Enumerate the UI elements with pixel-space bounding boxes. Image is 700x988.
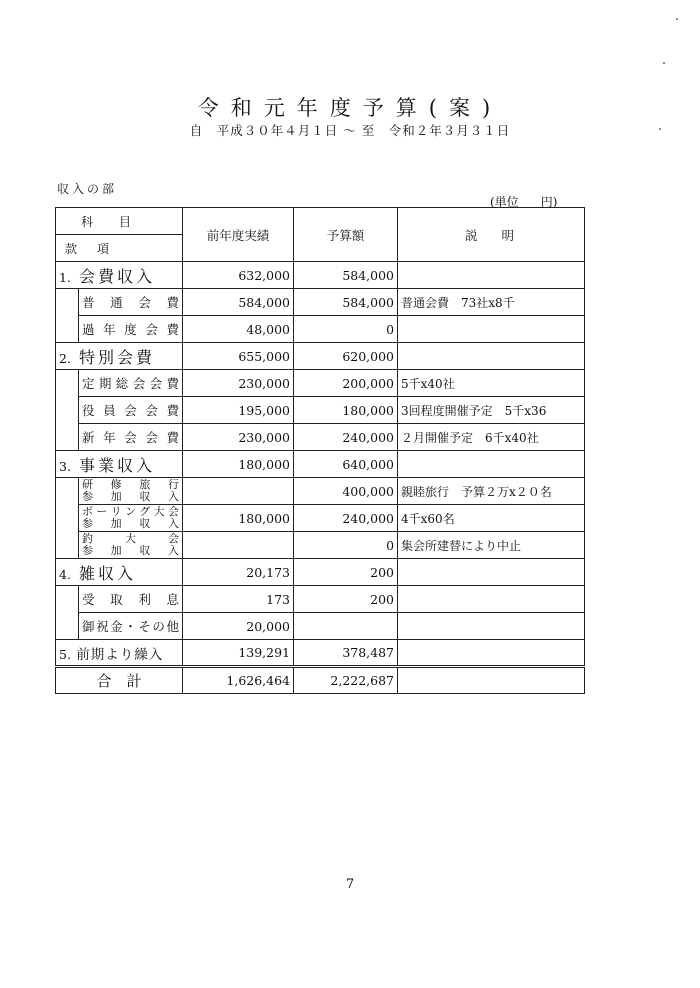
scan-speck <box>676 18 678 20</box>
budget-value: 0 <box>294 316 398 343</box>
description-cell: 4千x60名 <box>398 505 585 532</box>
budget-table <box>55 207 585 694</box>
indent-spacer <box>56 370 79 451</box>
table-row <box>56 289 585 316</box>
prev-value: 584,000 <box>183 289 294 316</box>
item-name: 過年度会費 <box>79 316 183 343</box>
prev-value: 20,173 <box>183 559 294 586</box>
header-description: 説明 <box>398 208 585 262</box>
prev-value: 195,000 <box>183 397 294 424</box>
table-row <box>56 397 585 424</box>
description-cell <box>398 613 585 640</box>
table-row <box>56 451 585 478</box>
description-cell <box>398 586 585 613</box>
budget-value <box>294 613 398 640</box>
description-cell <box>398 640 585 667</box>
category-name: 1. 会費収入 <box>56 262 183 289</box>
description-cell <box>398 262 585 289</box>
prev-value: 48,000 <box>183 316 294 343</box>
table-row <box>56 370 585 397</box>
indent-spacer <box>56 289 79 343</box>
table-row <box>56 505 585 532</box>
table-header-row <box>56 208 585 235</box>
prev-value: 173 <box>183 586 294 613</box>
budget-value: 400,000 <box>294 478 398 505</box>
budget-value: 200 <box>294 559 398 586</box>
prev-value: 180,000 <box>183 451 294 478</box>
page-number: 7 <box>345 877 355 892</box>
item-name: 新年会会費 <box>79 424 183 451</box>
description-cell: 普通会費 73社x8千 <box>398 289 585 316</box>
unit-label: (単位 円) <box>490 195 558 209</box>
header-category: 科目 <box>56 208 183 235</box>
total-budget-value: 2,222,687 <box>294 667 398 694</box>
budget-value: 640,000 <box>294 451 398 478</box>
table-row <box>56 424 585 451</box>
prev-value: 180,000 <box>183 505 294 532</box>
item-name: 定期総会会費 <box>79 370 183 397</box>
table-row <box>56 613 585 640</box>
description-cell: ２月開催予定 6千x40社 <box>398 424 585 451</box>
table-row <box>56 343 585 370</box>
description-cell <box>398 559 585 586</box>
prev-value: 655,000 <box>183 343 294 370</box>
table-row <box>56 640 585 667</box>
prev-value: 230,000 <box>183 424 294 451</box>
indent-spacer <box>56 586 79 640</box>
fiscal-period: 自 平成３０年４月１日 ～ 至 令和２年３月３１日 <box>189 123 511 138</box>
budget-value: 620,000 <box>294 343 398 370</box>
budget-value: 200,000 <box>294 370 398 397</box>
description-cell <box>398 451 585 478</box>
category-name: 4. 雑収入 <box>56 559 183 586</box>
table-row <box>56 532 585 559</box>
scan-speck <box>659 128 661 130</box>
header-budget: 予算額 <box>294 208 398 262</box>
category-name: 5. 前期より繰入 <box>56 640 183 667</box>
description-cell <box>398 343 585 370</box>
table-row <box>56 262 585 289</box>
budget-value: 584,000 <box>294 262 398 289</box>
page-title: 令和元年度予算(案) <box>197 96 503 120</box>
prev-value <box>183 532 294 559</box>
item-name: 普通会費 <box>79 289 183 316</box>
budget-value: 0 <box>294 532 398 559</box>
total-row <box>56 667 585 694</box>
indent-spacer <box>56 478 79 559</box>
budget-value: 180,000 <box>294 397 398 424</box>
prev-value: 139,291 <box>183 640 294 667</box>
section-heading: 収入の部 <box>57 182 118 196</box>
item-name: 釣大会 参加収入 <box>79 532 183 559</box>
item-name: 御祝金・その他 <box>79 613 183 640</box>
table-row <box>56 478 585 505</box>
budget-value: 378,487 <box>294 640 398 667</box>
item-name: 受取利息 <box>79 586 183 613</box>
table-row <box>56 559 585 586</box>
header-subcategory: 款 項 <box>56 235 183 262</box>
description-cell: 5千x40社 <box>398 370 585 397</box>
scan-speck <box>663 62 665 64</box>
item-name: 役員会会費 <box>79 397 183 424</box>
header-prev-year: 前年度実績 <box>183 208 294 262</box>
item-name: ボーリング大会 参加収入 <box>79 505 183 532</box>
prev-value: 632,000 <box>183 262 294 289</box>
description-cell: 親睦旅行 予算２万x２０名 <box>398 478 585 505</box>
description-cell <box>398 667 585 694</box>
prev-value: 20,000 <box>183 613 294 640</box>
total-prev-value: 1,626,464 <box>183 667 294 694</box>
total-label: 合 計 <box>56 667 183 694</box>
budget-value: 240,000 <box>294 505 398 532</box>
budget-value: 584,000 <box>294 289 398 316</box>
budget-value: 200 <box>294 586 398 613</box>
description-cell: 3回程度開催予定 5千x36 <box>398 397 585 424</box>
item-name: 研修旅行 参加収入 <box>79 478 183 505</box>
prev-value: 230,000 <box>183 370 294 397</box>
category-name: 2. 特別会費 <box>56 343 183 370</box>
prev-value <box>183 478 294 505</box>
description-cell <box>398 316 585 343</box>
description-cell: 集会所建替により中止 <box>398 532 585 559</box>
table-row <box>56 586 585 613</box>
category-name: 3. 事業収入 <box>56 451 183 478</box>
table-row <box>56 316 585 343</box>
budget-value: 240,000 <box>294 424 398 451</box>
